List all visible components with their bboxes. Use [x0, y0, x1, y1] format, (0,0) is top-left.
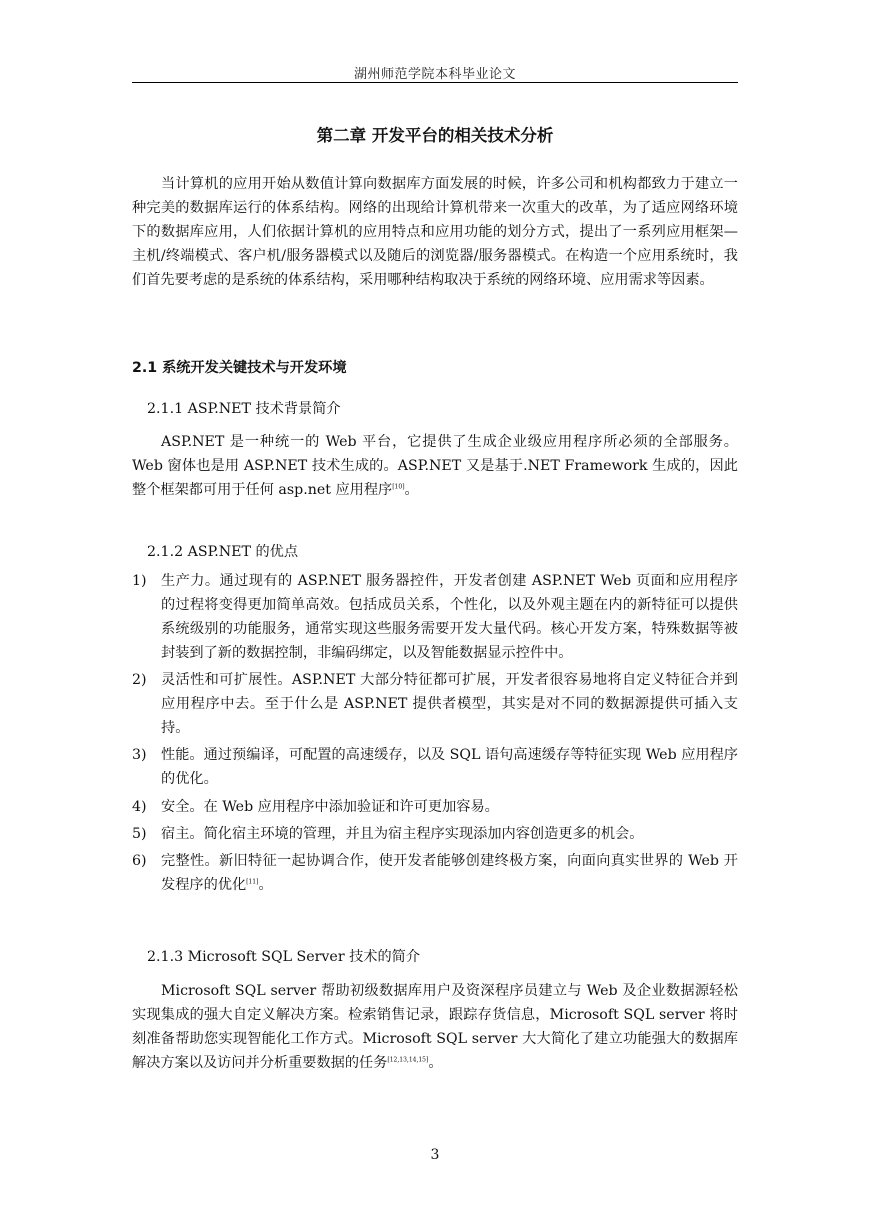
aspnet-background-text: ASP.NET 是一种统一的 Web 平台，它提供了生成企业级应用程序所必须的全部服务。Web 窗体也是用 ASP.NET 技术生成的。ASP.NET 又是基于.NET Framework 生成的，因此整个框架都可用于任何 asp.net 应用程序 — [132, 434, 738, 498]
list-item-text: 安全。在 Web 应用程序中添加验证和许可更加容易。 — [161, 798, 499, 815]
list-number: 4) — [132, 798, 147, 815]
list-item-text: 灵活性和可扩展性。ASP.NET 大部分特征都可扩展，开发者很容易地将自定义特征合并到应用程序中去。至于什么是 ASP.NET 提供者模型，其实是对不同的数据源提供可插入支持。 — [161, 672, 738, 737]
list-number: 1) — [132, 573, 147, 589]
list-number: 6) — [132, 852, 147, 869]
advantages-list — [132, 569, 738, 900]
page-number: 3 — [430, 1147, 440, 1163]
citation-ref: [10] — [392, 483, 405, 491]
section-heading-2-1: 2.1 系统开发关键技术与开发环境 — [132, 360, 347, 376]
sql-server-text: Microsoft SQL server 帮助初级数据库用户及资深程序员建立与 Web 及企业数据源轻松实现集成的强大自定义解决方案。检索销售记录，跟踪存货信息，Microsoft SQL server 将时刻准备帮助您实现智能化工作方式。Microsoft SQL server 大大简化了建立功能强大的数据库解决方案以及访问并分析重要数据的任务 — [132, 983, 738, 1071]
list-item-text: 完整性。新旧特征一起协调合作，使开发者能够创建终极方案，向面向真实世界的 Web 开发程序的优化 — [161, 852, 738, 893]
list-item — [132, 569, 738, 665]
subsection-heading-2-1-1: 2.1.1 ASP.NET 技术背景简介 — [147, 401, 341, 417]
paragraph-tail: 。 — [428, 1055, 443, 1071]
list-item — [132, 822, 738, 846]
list-number: 3) — [132, 747, 147, 764]
list-item — [132, 849, 738, 897]
header-rule — [132, 82, 738, 83]
list-item-text: 性能。通过预编译，可配置的高速缓存，以及 SQL 语句高速缓存等特征实现 Web 应用程序的优化。 — [161, 747, 738, 788]
list-item — [132, 668, 738, 740]
list-item — [132, 743, 738, 791]
list-item-text: 生产力。通过现有的 ASP.NET 服务器控件，开发者创建 ASP.NET Web 页面和应用程序的过程将变得更加简单高效。包括成员关系，个性化，以及外观主题在内的新特征可以提供系统级别的功能服务，通常实现这些服务需要开发大量代码。核心开发方案，特殊数据等被封装到了新的数据控制，非编码绑定，以及智能数据显示控件中。 — [161, 573, 738, 661]
intro-paragraph: 当计算机的应用开始从数值计算向数据库方面发展的时候，许多公司和机构都致力于建立一种完美的数据库运行的体系结构。网络的出现给计算机带来一次重大的改革，为了适应网络环境下的数据库应用，人们依据计算机的应用特点和应用功能的划分方式，提出了一系列应用框架—主机/终端模式、客户机/服务器模式以及随后的浏览器/服务器模式。在构造一个应用系统时，我们首先要考虑的是系统的体系结构，采用哪种结构取决于系统的网络环境、应用需求等因素。 — [132, 176, 738, 288]
paragraph-tail: 。 — [404, 482, 419, 498]
list-item-tail: 。 — [258, 876, 273, 893]
citation-ref: [12,13,14,15] — [387, 1056, 429, 1064]
subsection-heading-2-1-2: 2.1.2 ASP.NET 的优点 — [147, 544, 299, 560]
list-item — [132, 795, 738, 819]
citation-ref: [11] — [246, 878, 259, 886]
list-number: 5) — [132, 825, 147, 842]
chapter-title: 第二章 开发平台的相关技术分析 — [316, 126, 554, 145]
list-item-text: 宿主。简化宿主环境的管理，并且为宿主程序实现添加内容创造更多的机会。 — [161, 825, 644, 842]
list-number: 2) — [132, 672, 147, 689]
subsection-heading-2-1-3: 2.1.3 Microsoft SQL Server 技术的简介 — [147, 949, 421, 965]
aspnet-background-paragraph — [132, 430, 738, 502]
sql-server-paragraph — [132, 979, 738, 1075]
running-header: 湖州师范学院本科毕业论文 — [353, 67, 516, 82]
